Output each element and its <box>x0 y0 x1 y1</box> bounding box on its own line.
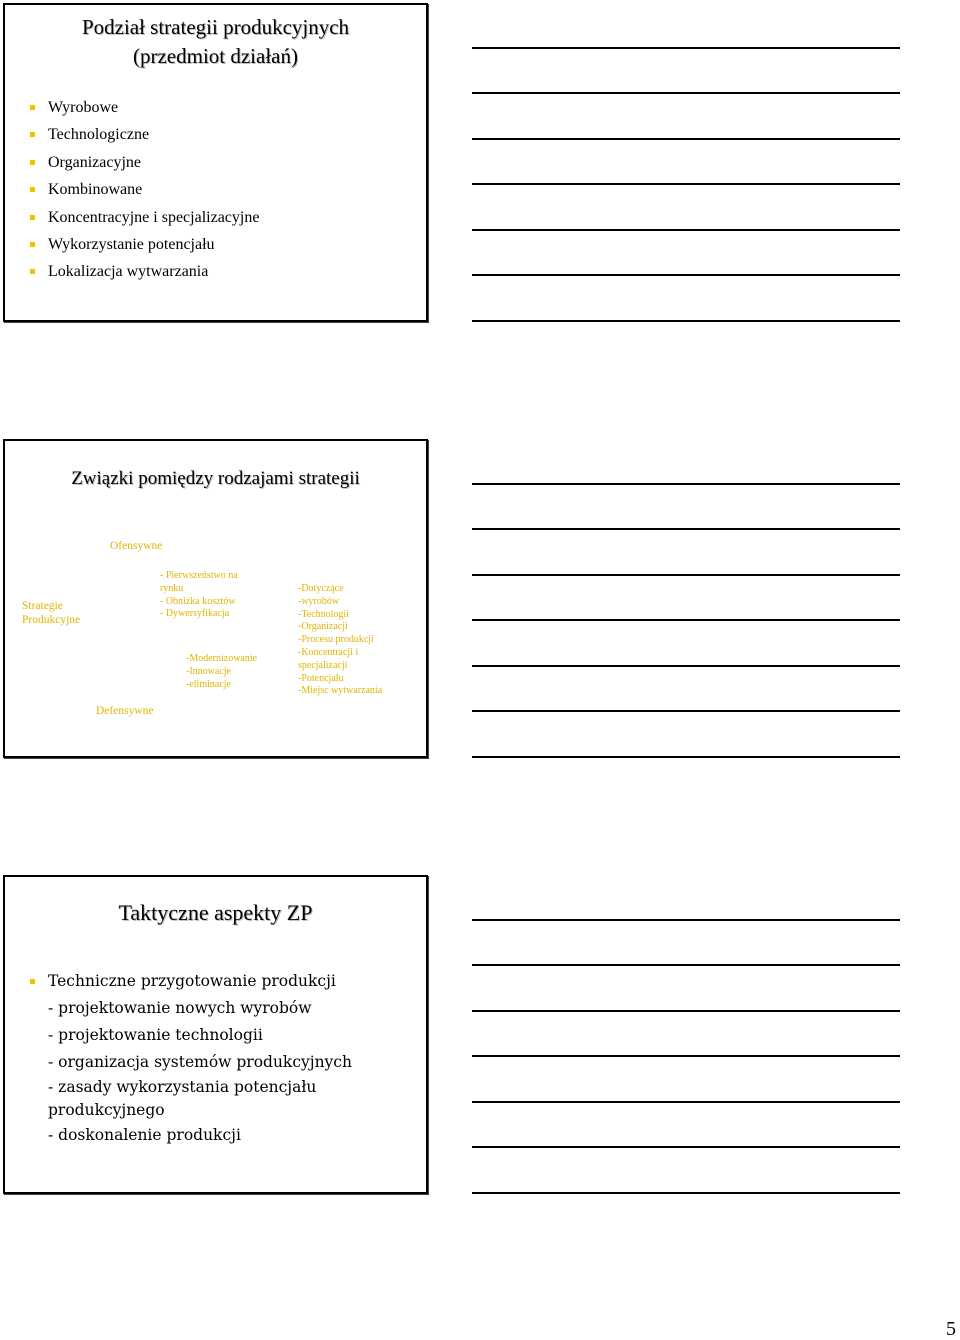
list-item: Wykorzystanie potencjału <box>26 231 259 258</box>
list-item: Organizacyjne <box>26 149 259 176</box>
bullet-square-icon <box>30 132 35 137</box>
slide-3-title: Taktyczne aspekty ZP <box>118 900 313 925</box>
slide-1 <box>3 3 428 322</box>
page-number: 5 <box>946 1318 956 1340</box>
offensive-items: - Pierwszeństwo na rynku - Obniżka kosztów - Dywersyfikacja <box>160 570 238 620</box>
note-line <box>472 619 900 621</box>
slide-2 <box>3 439 428 758</box>
list-item: - organizacja systemów produkcyjnych <box>48 1053 352 1071</box>
note-line <box>472 320 900 322</box>
slide-3-body <box>26 968 352 1149</box>
bullet-square-icon <box>30 269 35 274</box>
bullet-square-icon <box>30 215 35 220</box>
note-line <box>472 1101 900 1103</box>
bullet-square-icon <box>30 187 35 192</box>
defensywne-label: Defensywne <box>96 705 154 717</box>
list-item: - doskonalenie produkcji <box>48 1126 241 1144</box>
bullet-square-icon <box>30 105 35 110</box>
note-line <box>472 138 900 140</box>
note-line <box>472 919 900 921</box>
list-item: - projektowanie technologii <box>48 1026 263 1044</box>
slide-1-title-line-1: Podział strategii produkcyjnych <box>81 15 350 39</box>
bullet-square-icon <box>30 160 35 165</box>
list-item: Kombinowane <box>26 176 259 203</box>
list-item: - zasady wykorzystania potencjału <box>48 1078 317 1096</box>
note-line <box>472 1010 900 1012</box>
note-line <box>472 665 900 667</box>
note-line <box>472 574 900 576</box>
list-item: - projektowanie nowych wyrobów <box>48 999 312 1017</box>
slide-1-bullet-list <box>26 94 259 286</box>
note-line <box>472 274 900 276</box>
note-line <box>472 756 900 758</box>
defensive-items: -Modernizowanie -Innowacje -eliminacje <box>186 653 258 690</box>
concern-items: -Dotyczące -wyrobów -Technologii -Organizacji -Procesu produkcji -Koncentracji i specjalizacji -Potencjału -Miejsc wytwarzania <box>298 583 383 697</box>
slide-3 <box>3 875 428 1194</box>
list-item: produkcyjnego <box>48 1101 165 1119</box>
note-line <box>472 964 900 966</box>
note-line <box>472 710 900 712</box>
note-line <box>472 1146 900 1148</box>
list-item: Koncentracyjne i specjalizacyjne <box>26 204 259 231</box>
list-item: Lokalizacja wytwarzania <box>26 258 259 285</box>
note-line <box>472 1192 900 1194</box>
note-line <box>472 528 900 530</box>
note-line <box>472 1055 900 1057</box>
bullet-square-icon <box>30 979 35 984</box>
ofensywne-label: Ofensywne <box>110 540 163 552</box>
note-line <box>472 183 900 185</box>
note-line <box>472 229 900 231</box>
slide-2-title: Związki pomiędzy rodzajami strategii <box>71 468 360 489</box>
note-line <box>472 92 900 94</box>
bullet-square-icon <box>30 242 35 247</box>
note-line <box>472 483 900 485</box>
list-item: Technologiczne <box>26 121 259 148</box>
list-item: Wyrobowe <box>26 94 259 121</box>
slide-1-title-line-2: (przedmiot działań) <box>132 44 298 68</box>
strategie-produkcyjne-label: Strategie Produkcyjne <box>22 600 81 626</box>
list-item: Techniczne przygotowanie produkcji <box>26 968 352 995</box>
slide-1-title <box>5 13 426 71</box>
note-line <box>472 47 900 49</box>
